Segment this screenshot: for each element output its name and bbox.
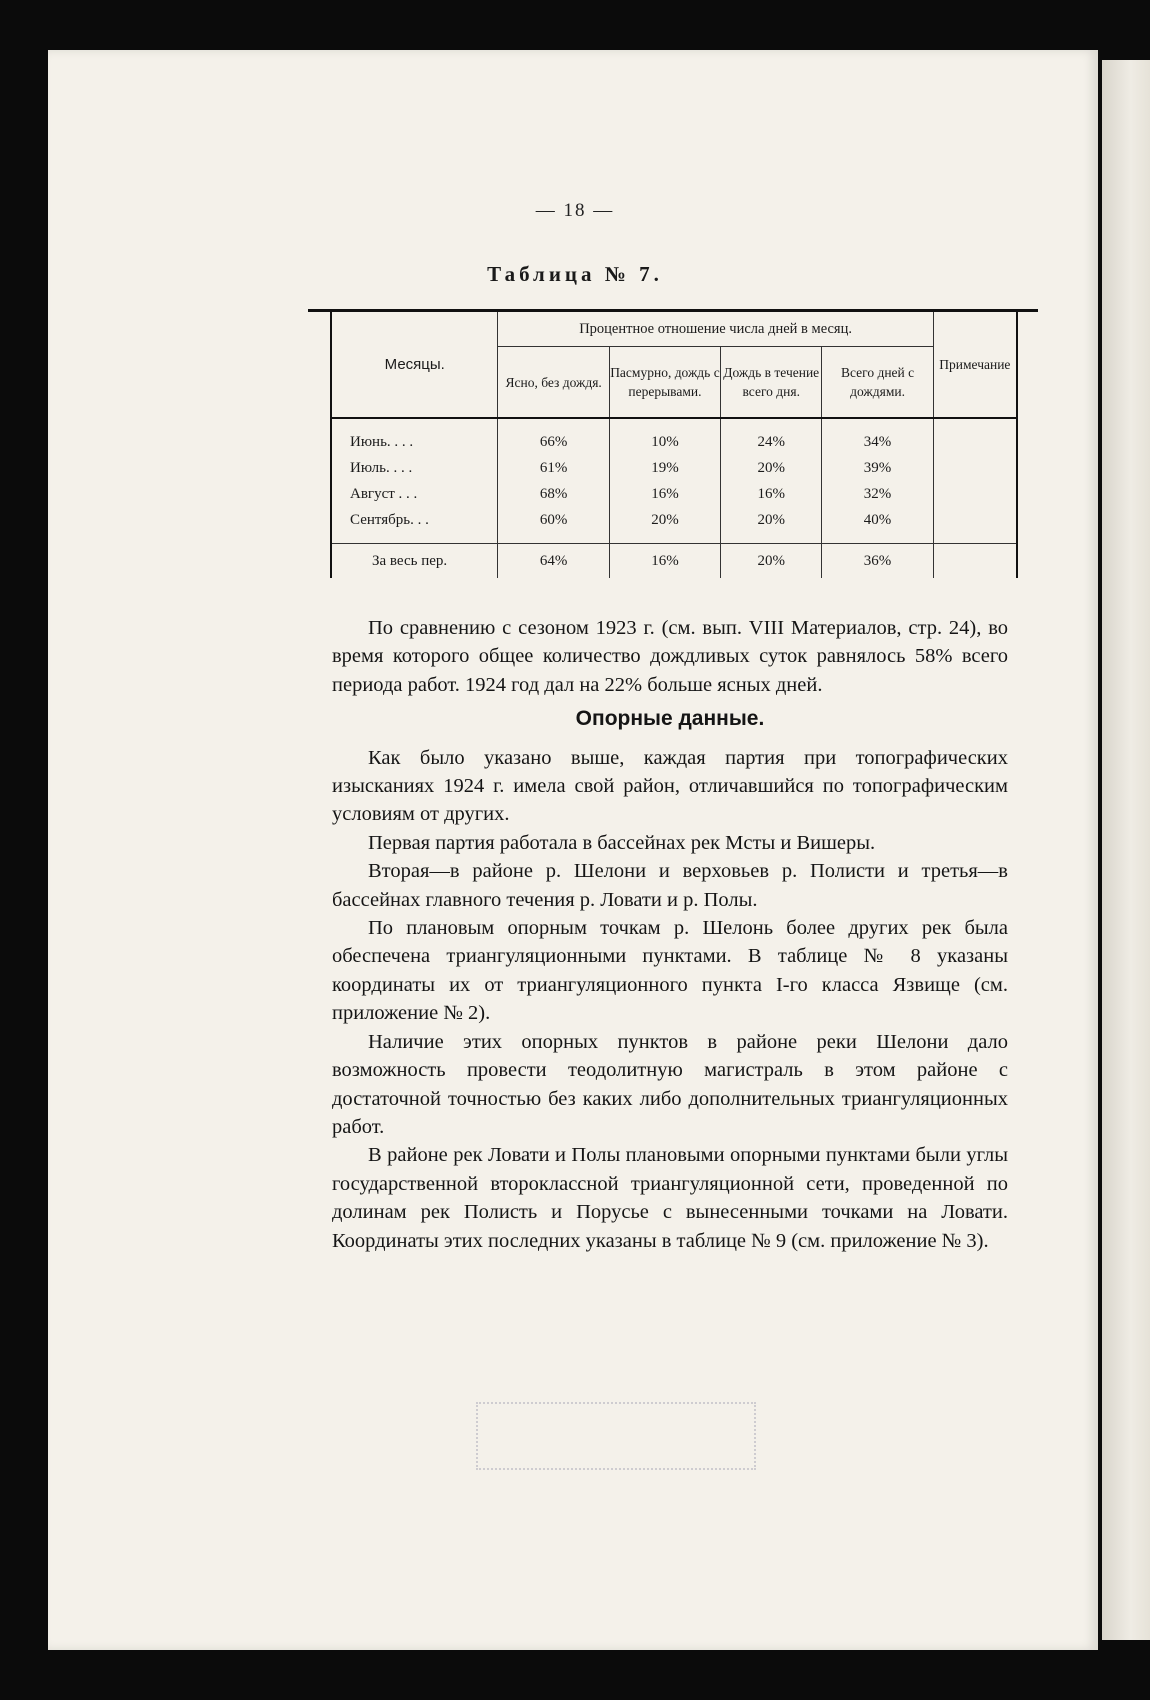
body-text bbox=[332, 614, 1008, 1255]
month-cell: Июнь. . . . bbox=[331, 429, 498, 455]
total-cell: 36% bbox=[822, 544, 933, 579]
note-cell bbox=[933, 429, 1017, 455]
page-number: — 18 — bbox=[535, 200, 615, 221]
rain-cell: 20% bbox=[721, 455, 822, 481]
paragraph: Как было указано выше, каждая партия при топографических изысканиях 1924 г. имела свой район, отличавшийся по топографическим условиям от других. bbox=[332, 746, 1008, 826]
rain-cell: 24% bbox=[721, 429, 822, 455]
paragraph: По сравнению с сезоном 1923 г. (см. вып. VIII Материалов, стр. 24), во время которого общее количество дождливых суток равнялось 58% всего периода работ. 1924 год дал на 22% больше ясных дней. bbox=[332, 617, 1008, 696]
paragraph: Первая партия работала в бассейнах рек Мсты и Вишеры. bbox=[368, 831, 876, 854]
total-cell: 40% bbox=[822, 507, 933, 533]
cloudy-cell: 10% bbox=[609, 429, 720, 455]
total-cell: 32% bbox=[822, 481, 933, 507]
paragraph: По плановым опорным точкам р. Шелонь более других рек была обеспечена триангуляционными пунктами. В таблице № 8 указаны координаты их от триангуляционного пункта I-го класса Язвище (см. приложение № 2). bbox=[332, 917, 1008, 1025]
table-row bbox=[331, 481, 1017, 507]
clear-cell: 60% bbox=[498, 507, 609, 533]
clear-cell: 61% bbox=[498, 455, 609, 481]
clear-cell: 68% bbox=[498, 481, 609, 507]
header-clear: Ясно, без дождя. bbox=[498, 347, 609, 419]
note-cell bbox=[933, 455, 1017, 481]
cloudy-cell: 19% bbox=[609, 455, 720, 481]
note-cell bbox=[933, 544, 1017, 579]
clear-cell: 66% bbox=[498, 429, 609, 455]
header-cloudy: Пасмурно, дождь с перерывами. bbox=[609, 347, 720, 419]
table-title: Таблица № 7. bbox=[487, 262, 663, 286]
header-months: Месяцы. bbox=[331, 312, 498, 418]
pencil-marking bbox=[1010, 880, 1050, 1040]
cloudy-cell: 16% bbox=[609, 481, 720, 507]
rain-cell: 16% bbox=[721, 481, 822, 507]
weather-data-table bbox=[330, 312, 1018, 578]
total-cell: 34% bbox=[822, 429, 933, 455]
month-cell: Июль. . . . bbox=[331, 455, 498, 481]
note-cell bbox=[933, 507, 1017, 533]
rain-cell: 20% bbox=[721, 544, 822, 579]
library-stamp bbox=[476, 1402, 756, 1470]
note-cell bbox=[933, 481, 1017, 507]
cloudy-cell: 20% bbox=[609, 507, 720, 533]
paragraph: В районе рек Ловати и Полы плановыми опорными пунктами были углы государственной второклассной триангуляционной сети, проведенной по долинам рек Полисть и Порусье с вынесенными точками на Ловати. Координаты этих последних указаны в таблице № 9 (см. приложение № 3). bbox=[332, 1144, 1008, 1252]
cloudy-cell: 16% bbox=[609, 544, 720, 579]
header-note: Примечание bbox=[933, 312, 1017, 418]
header-percent-group: Процентное отношение числа дней в месяц. bbox=[498, 312, 933, 347]
total-cell: 39% bbox=[822, 455, 933, 481]
month-cell: Сентябрь. . . bbox=[331, 507, 498, 533]
header-rain-all-day: Дождь в течение всего дня. bbox=[721, 347, 822, 419]
paragraph: Наличие этих опорных пунктов в районе реки Шелони дало возможность провести теодолитную магистраль в этом районе с достаточной точностью без каких либо дополнительных триангуляционных работ. bbox=[332, 1030, 1008, 1138]
table-row bbox=[331, 429, 1017, 455]
total-label-cell: За весь пер. bbox=[331, 544, 498, 579]
table-row bbox=[331, 455, 1017, 481]
header-total-rain: Всего дней с дождями. bbox=[822, 347, 933, 419]
adjacent-page-edge bbox=[1102, 60, 1150, 1640]
rain-cell: 20% bbox=[721, 507, 822, 533]
clear-cell: 64% bbox=[498, 544, 609, 579]
paragraph: Вторая—в районе р. Шелони и верховьев р. Полисти и третья—в бассейнах главного течения р. Ловати и р. Полы. bbox=[332, 860, 1008, 911]
month-cell: Август . . . bbox=[331, 481, 498, 507]
table-row bbox=[331, 507, 1017, 533]
table-total-row bbox=[331, 544, 1017, 579]
section-heading: Опорные данные. bbox=[575, 707, 765, 731]
